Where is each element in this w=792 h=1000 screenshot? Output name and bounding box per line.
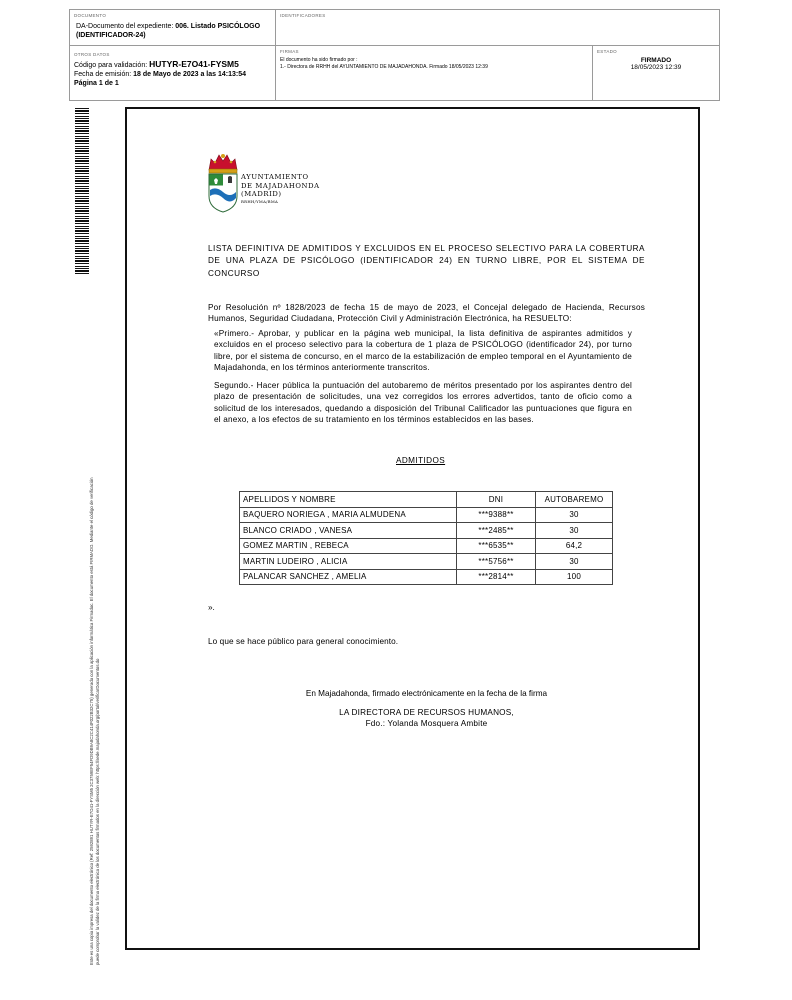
column-header-nombre: APELLIDOS Y NOMBRE	[240, 492, 457, 508]
resolution-paragraph: Por Resolución nº 1828/2023 de fecha 15 de mayo de 2023, el Concejal delegado de Hacienda, Recursos Humanos, Seguridad Ciudadana, Protección Civil y Administración Electrónica, ha RESUELTO:	[208, 303, 645, 323]
table-row	[240, 507, 613, 523]
page-count: Página 1 de 1	[74, 80, 119, 87]
cell-nombre: BAQUERO NORIEGA , MARIA ALMUDENA	[240, 507, 457, 523]
documento-label: DOCUMENTO	[74, 13, 107, 18]
cell-autobaremo: 100	[536, 569, 613, 585]
admitidos-table	[239, 491, 613, 585]
table-header-row	[240, 492, 613, 508]
coat-of-arms-icon	[206, 150, 240, 214]
cell-autobaremo: 30	[536, 507, 613, 523]
identificadores-label: IDENTIFICADORES	[280, 13, 326, 18]
table-row	[240, 538, 613, 554]
reference-code: RRHH/YMA/BMA	[241, 198, 279, 204]
identificadores-cell	[276, 10, 719, 46]
cell-dni: ***2485**	[457, 523, 536, 539]
validation-code[interactable]: HUTYR-E7O41-FYSM5	[149, 59, 239, 69]
cell-nombre: GOMEZ MARTIN , REBECA	[240, 538, 457, 554]
otros-datos-label: OTROS DATOS	[74, 52, 110, 57]
status-badge: FIRMADO	[640, 57, 672, 64]
document-metadata-header	[69, 9, 720, 101]
otros-datos-cell	[70, 46, 276, 100]
signer-name: Fdo.: Yolanda Mosquera Ambite	[365, 719, 488, 728]
firmas-text: El documento ha sido firmado por : 1.- Directora de RRHH del AYUNTAMIENTO DE MAJADAHONDA. Firmado 18/05/2023 12:39	[280, 57, 488, 70]
document-title: LISTA DEFINITIVA DE ADMITIDOS Y EXCLUIDOS EN EL PROCESO SELECTIVO PARA LA COBERTURA DE UNA PLAZA DE PSICÓLOGO (IDENTIFICADOR 24) EN TURNO LIBRE, POR EL SISTEMA DE CONCURSO	[208, 244, 645, 278]
table-row	[240, 523, 613, 539]
public-notice: Lo que se hace público para general conocimiento.	[208, 637, 399, 646]
signature-block	[208, 707, 645, 729]
shield-icon	[209, 174, 237, 212]
cell-nombre: BLANCO CRIADO , VANESA	[240, 523, 457, 539]
cell-dni: ***2814**	[457, 569, 536, 585]
validation-info	[74, 60, 271, 88]
table-row	[240, 554, 613, 570]
municipality-name: AYUNTAMIENTO DE MAJADAHONDA (MADRID) RRHH/YMA/BMA	[241, 173, 320, 204]
signer-role: LA DIRECTORA DE RECURSOS HUMANOS,	[339, 708, 514, 717]
column-header-autobaremo: AUTOBAREMO	[536, 492, 613, 508]
cell-autobaremo: 30	[536, 523, 613, 539]
resolution-second-point: Segundo.- Hacer pública la puntuación del autobaremo de méritos presentado por los aspirantes dentro del plazo de presentación de solicitudes, una vez corregidos los errores advertidos, tanto de oficio como a solicitud de los interesados, quedando a disposición del Tribunal Calificador las puntuaciones que figura en el anexo, a los efectos de su tratamiento en los términos establecidos en las bases.	[214, 381, 632, 424]
column-header-dni: DNI	[457, 492, 536, 508]
cell-autobaremo: 30	[536, 554, 613, 570]
documento-cell	[70, 10, 276, 46]
table-row	[240, 569, 613, 585]
resolution-first-point: «Primero.- Aprobar, y publicar en la página web municipal, la lista definitiva de aspirantes admitidos y excluidos en el proceso selectivo para la cobertura de 1 plaza de PSICÓLOGO (identificador 24), por turno libre, por el sistema de concurso, en el marco de la estabilización de empleo temporal en el Ayuntamiento de Majadahonda, en los términos anteriormente transcritos.	[214, 329, 632, 372]
cell-nombre: MARTIN LUDEIRO , ALICIA	[240, 554, 457, 570]
cell-dni: ***5756**	[457, 554, 536, 570]
estado-cell	[593, 46, 719, 100]
admitidos-heading: ADMITIDOS	[396, 456, 446, 465]
closing-quote-mark: ».	[208, 603, 215, 612]
cell-dni: ***6535**	[457, 538, 536, 554]
emission-date-line: Fecha de emisión: 18 de Mayo de 2023 a las 14:13:54	[74, 71, 247, 78]
documento-value: DA-Documento del expediente: 006. Listado PSICÓLOGO (IDENTIFICADOR-24)	[76, 23, 261, 39]
side-verification-text: Este es una copia impresa del documento electrónico (Ref: 2592891 HUTYR-E7O41-FYSM5 2C3759EF54FD9DB9A8C2C414F022B32C75) generada con la aplicación informática Firmadoc. El documento está FIRMADO. Mediante el código de verificación puede comprobar la validez de la firma electrónica de los documentos firmados en la dirección web: https://sede.majadahonda.org/portal/verificarDocumentos.do	[89, 477, 100, 965]
barcode	[75, 108, 89, 274]
firmas-label: FIRMAS	[280, 49, 299, 54]
validation-code-line: Código para validación: HUTYR-E7O41-FYSM5	[74, 59, 239, 69]
firmas-cell	[276, 46, 593, 100]
cell-dni: ***9388**	[457, 507, 536, 523]
estado-label: ESTADO	[597, 49, 617, 54]
signature-place-date: En Majadahonda, firmado electrónicamente en la fecha de la firma	[305, 689, 548, 698]
cell-nombre: PALANCAR SANCHEZ , AMELIA	[240, 569, 457, 585]
crown-icon	[209, 154, 237, 173]
cell-autobaremo: 64,2	[536, 538, 613, 554]
status-date: 18/05/2023 12:39	[630, 64, 682, 71]
